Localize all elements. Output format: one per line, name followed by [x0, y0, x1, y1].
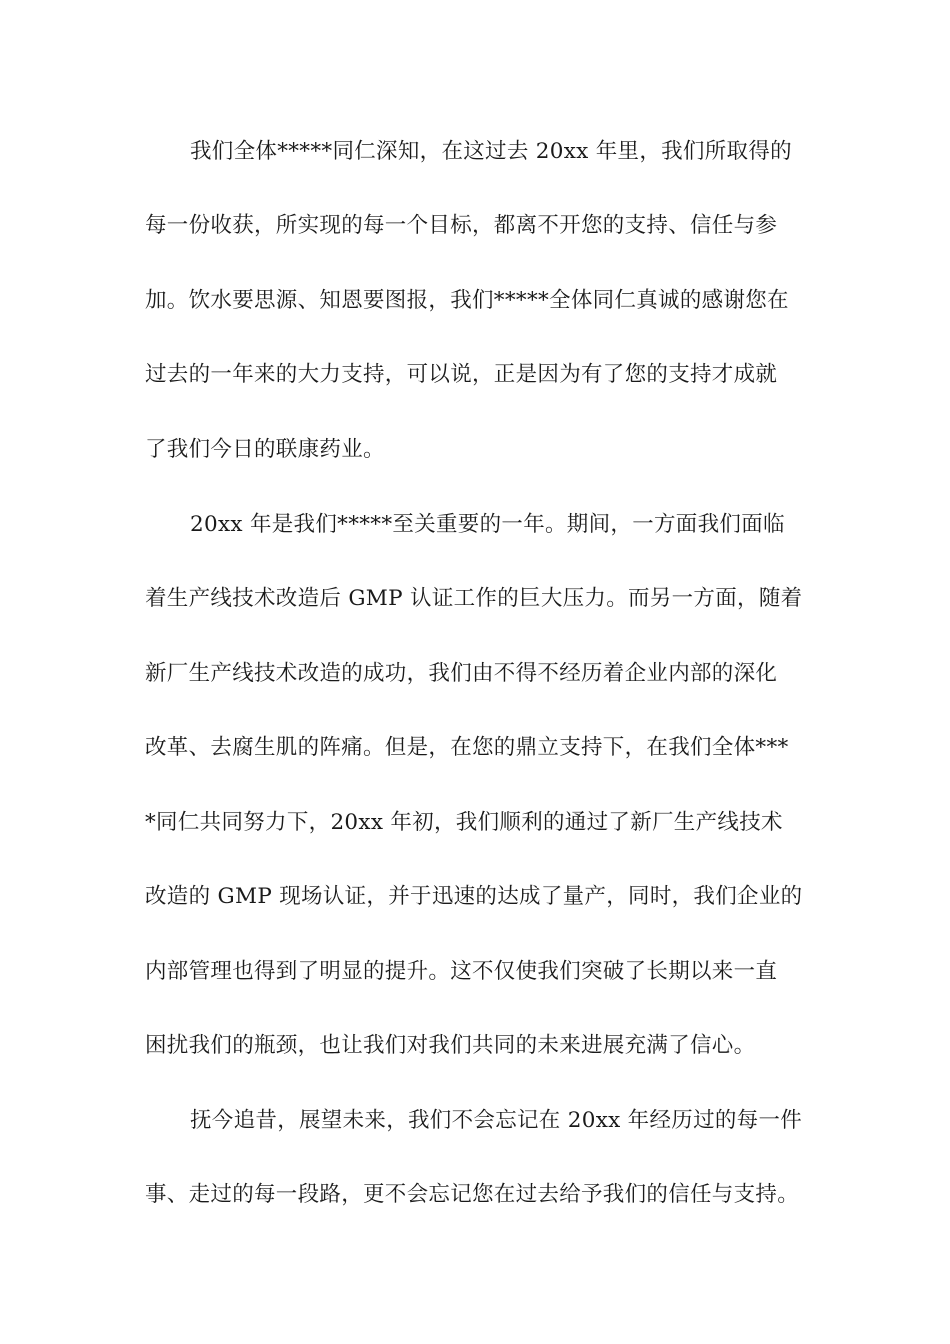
paragraph-3-line-1: 抚今追昔，展望未来，我们不会忘记在 20xx 年经历过的每一件	[190, 1108, 803, 1133]
paragraph-2-line-1: 20xx 年是我们*****至关重要的一年。期间，一方面我们面临	[190, 512, 785, 537]
paragraph-3-line-2: 事、走过的每一段路，更不会忘记您在过去给予我们的信任与支持。	[145, 1182, 800, 1207]
paragraph-2-line-5: *同仁共同努力下，20xx 年初，我们顺利的通过了新厂生产线技术	[145, 810, 783, 835]
paragraph-2-line-8: 困扰我们的瓶颈，也让我们对我们共同的未来进展充满了信心。	[145, 1033, 756, 1058]
paragraph-1-line-5: 了我们今日的联康药业。	[145, 437, 385, 462]
paragraph-1-line-2: 每一份收获，所实现的每一个目标，都离不开您的支持、信任与参	[145, 213, 778, 238]
paragraph-1-line-4: 过去的一年来的大力支持，可以说，正是因为有了您的支持才成就	[145, 362, 778, 387]
paragraph-1-line-3: 加。饮水要思源、知恩要图报，我们*****全体同仁真诚的感谢您在	[145, 288, 789, 313]
paragraph-2-line-2: 着生产线技术改造后 GMP 认证工作的巨大压力。而另一方面，随着	[145, 586, 803, 611]
paragraph-1-line-1: 我们全体*****同仁深知，在这过去 20xx 年里，我们所取得的	[190, 139, 792, 164]
paragraph-2-line-7: 内部管理也得到了明显的提升。这不仅使我们突破了长期以来一直	[145, 959, 778, 984]
paragraph-2-line-4: 改革、去腐生肌的阵痛。但是，在您的鼎立支持下，在我们全体***	[145, 735, 789, 760]
paragraph-2-line-3: 新厂生产线技术改造的成功，我们由不得不经历着企业内部的深化	[145, 661, 778, 686]
paragraph-2-line-6: 改造的 GMP 现场认证，并于迅速的达成了量产，同时，我们企业的	[145, 884, 803, 909]
